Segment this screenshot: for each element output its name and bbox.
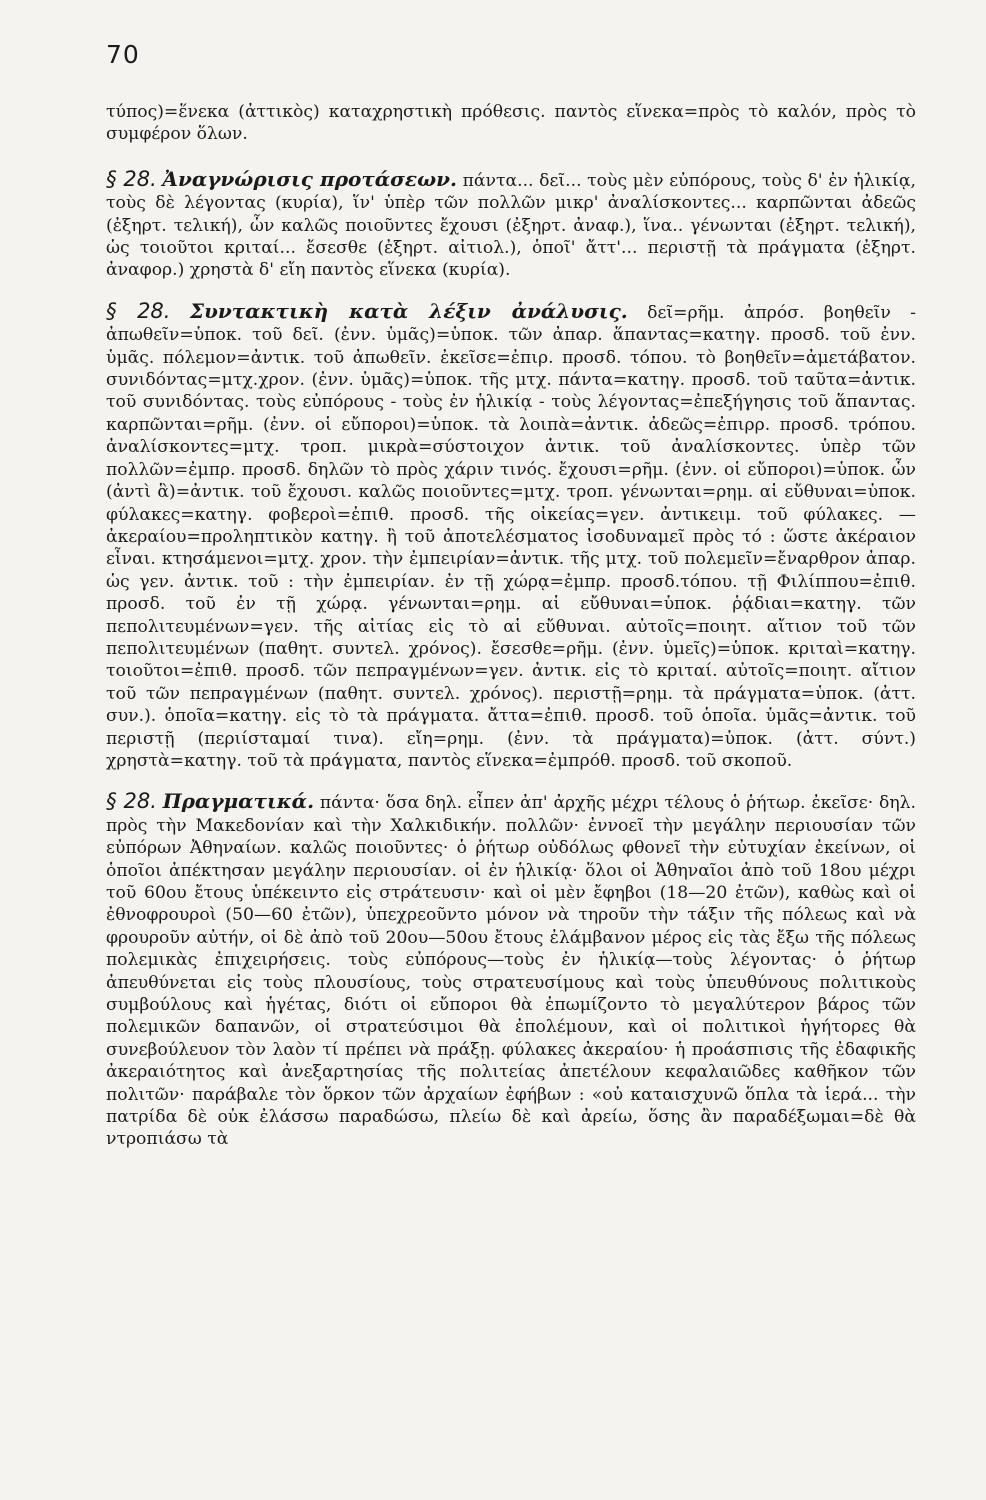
paragraph-continuation	[106, 101, 916, 146]
section-recognition-of-clauses	[106, 168, 916, 282]
section-title: Πραγματικά.	[162, 789, 315, 814]
section-number: § 28.	[106, 298, 171, 323]
section-syntactic-analysis	[106, 300, 916, 773]
page-number: 70	[106, 40, 140, 69]
section-factual-notes	[106, 790, 916, 1151]
section-number: § 28.	[106, 166, 157, 191]
section-number: § 28.	[106, 789, 157, 814]
section-title: Ἀναγνώρισις προτάσεων.	[162, 166, 457, 191]
section-text: πάντα· ὅσα δηλ. εἶπεν ἀπ' ἀρχῆς μέχρι τέλους ὁ ῥήτωρ. ἐκεῖσε· δηλ. πρὸς τὴν Μακεδονίαν καὶ τὴν Χαλκιδικήν. πολλῶν· ἐννοεῖ τὴν μεγάλην περιουσίαν τῶν εὐπόρων Ἀθηναίων. καλῶς ποιοῦντες· ὁ ῥήτωρ οὐδόλως φθονεῖ τὴν εὐτυχίαν ἐκείνων, οἱ ὁποῖοι ἀπέκτησαν μεγάλην περιουσίαν. οἱ ἐν ἡλικίᾳ· ὅλοι οἱ Ἀθηναῖοι ἀπὸ τοῦ 18ου μέχρι τοῦ 60ου ἔτους ὑπέκειντο εἰς στράτευσιν· καὶ οἱ μὲν ἔφηβοι (18—20 ἐτῶν), καθὼς καὶ οἱ ἐθνοφρουροὶ (50—60 ἐτῶν), ὑπεχρεοῦντο μόνον νὰ τηροῦν τὴν τάξιν τῆς πόλεως καὶ νὰ φρουροῦν αὐτήν, οἱ δὲ ἀπὸ τοῦ 20ου—50ου ἔτους ἐλάμβανον μέρος εἰς τὰς ἔξω τῆς πόλεως πολεμικὰς ἐπιχειρήσεις. τοὺς εὐπόρους—τοὺς ἐν ἡλικίᾳ—τοὺς λέγοντας· ὁ ῥήτωρ ἀπευθύνεται εἰς τοὺς πλουσίους, τοὺς στρατευσίμους καὶ τοὺς ὑπευθύνους πολιτικοὺς συμβούλους καὶ ἡγέτας, διότι οἱ εὔποροι θὰ ἐπωμίζοντο τὸ μεγαλύτερον βάρος τῶν πολεμικῶν δαπανῶν, οἱ στρατεύσιμοι θὰ ἐπολέμουν, καὶ οἱ πολιτικοὶ ἡγήτορες θὰ συνεβούλευον τὸν λαὸν τί πρέπει νὰ πράξῃ. φύλακες ἀκεραίου· ἡ προάσπισις τῆς ἐδαφικῆς ἀκεραιότητος καὶ ἀνεξαρτησίας τῆς πολιτείας ἀπετέλουν κεφαλαιῶδες καθῆκον τῶν πολιτῶν· παράβαλε τὸν ὅρκον τῶν ἀρχαίων ἐφήβων : «οὐ καταισχυνῶ ὅπλα τὰ ἱερά... τὴν πατρίδα δὲ οὐκ ἐλάσσω παραδώσω, πλείω δὲ καὶ ἀρείω, ὅσης ἂν παραδέξωμαι=δὲ θὰ ντροπιάσω τὰ	[106, 793, 916, 1150]
section-text: πάντα... δεῖ... τοὺς μὲν εὐπόρους, τοὺς δ' ἐν ἡλικίᾳ, τοὺς δὲ λέγοντας (κυρία), ἵν' ὑπὲρ τῶν πολλῶν μικρ' ἀναλίσκοντες... καρπῶνται ἀδεῶς (ἐξηρτ. τελική), ὧν καλῶς ποιοῦντες ἔχουσι (ἐξηρτ. ἀναφ.), ἵνα.. γένωνται (ἐξηρτ. τελική), ὡς τοιοῦτοι κριταί... ἔσεσθε (ἐξηρτ. αἰτιολ.), ὁποῖ' ἄττ'... περιστῇ τὰ πράγματα (ἐξηρτ. ἀναφορ.) χρηστὰ δ' εἴη παντὸς εἵνεκα (κυρία).	[106, 170, 916, 281]
paragraph-text: τύπος)=ἕνεκα (ἀττικὸς) καταχρηστικὴ πρόθεσις. παντὸς εἵνεκα=πρὸς τὸ καλόν, πρὸς τὸ συμφέρον ὅλων.	[106, 102, 916, 145]
section-title: Συντακτικὴ κατὰ λέξιν ἀνάλυσις.	[189, 298, 628, 323]
section-text: δεῖ=ρῆμ. ἀπρόσ. βοηθεῖν - ἀπωθεῖν=ὑποκ. τοῦ δεῖ. (ἐνν. ὑμᾶς)=ὑποκ. τῶν ἀπαρ. ἅπαντας=κατηγ. προσδ. τοῦ ἐνν. ὑμᾶς. πόλεμον=ἀντικ. τοῦ ἀπωθεῖν. ἐκεῖσε=ἐπιρ. προσδ. τόπου. τὸ βοηθεῖν=ἀμετάβατον. συνιδόντας=μτχ.χρον. (ἐνν. ὑμᾶς)=ὑποκ. τῆς μτχ. πάντα=κατηγ. προσδ. τοῦ ταῦτα=ἀντικ. τοῦ συνιδόντας. τοὺς εὐπόρους - τοὺς ἐν ἡλικίᾳ - τοὺς λέγοντας=ἐπεξήγησις τοῦ ἅπαντας. καρπῶνται=ρῆμ. (ἐνν. οἱ εὔποροι)=ὑποκ. τὰ λοιπὰ=ἀντικ. ἀδεῶς=ἐπιρρ. προσδ. τρόπου. ἀναλίσκοντες=μτχ. τροπ. μικρὰ=σύστοιχον ἀντικ. τοῦ ἀναλίσκοντες. ὑπὲρ τῶν πολλῶν=ἐμπρ. προσδ. δηλῶν τὸ πρὸς χάριν τινός. ἔχουσι=ρῆμ. (ἐνν. οἱ εὔποροι)=ὑποκ. ὧν (ἀντὶ ἃ)=ἀντικ. τοῦ ἔχουσι. καλῶς ποιοῦντες=μτχ. τροπ. γένωνται=ρημ. αἱ εὔθυναι=ὑποκ. φύλακες=κατηγ. φοβεροὶ=ἐπιθ. προσδ. τῆς οἰκείας=γεν. ἀντικειμ. τοῦ φύλακες. — ἀκεραίου=προληπτικὸν κατηγ. ἢ τοῦ ἀποτελέσματος ἰσοδυναμεῖ πρὸς τό : ὥστε ἀκέραιον εἶναι. κτησάμενοι=μτχ. χρον. τὴν ἐμπειρίαν=ἀντικ. τῆς μτχ. τοῦ πολεμεῖν=ἔναρθρον ἀπαρ. ὡς γεν. ἀντικ. τοῦ : τὴν ἐμπειρίαν. ἐν τῇ χώρᾳ=ἐμπρ. προσδ.τόπου. τῇ Φιλίππου=ἐπιθ. προσδ. τοῦ ἐν τῇ χώρᾳ. γένωνται=ρημ. αἱ εὔθυναι=ὑποκ. ῥᾴδιαι=κατηγ. τῶν πεπολιτευμένων=γεν. τῆς αἰτίας εἰς τὸ αἱ εὔθυναι. αὐτοῖς=ποιητ. αἴτιον τοῦ τῶν πεπολιτευμένων (παθητ. συντελ. χρόνος). ἔσεσθε=ρῆμ. (ἐνν. ὑμεῖς)=ὑποκ. κριταὶ=κατηγ. τοιοῦτοι=ἐπιθ. προσδ. τῶν πεπραγμένων=γεν. ἀντικ. εἰς τὸ κριταί. αὐτοῖς=ποιητ. αἴτιον τοῦ τῶν πεπραγμένων (παθητ. συντελ. χρόνος). περιστῇ=ρημ. τὰ πράγματα=ὑποκ. (ἀττ. συν.). ὁποῖα=κατηγ. εἰς τὸ τὰ πράγματα. ἄττα=ἐπιθ. προσδ. τοῦ ὁποῖα. ὑμᾶς=ἀντικ. τοῦ περιστῇ (περιίσταμαί τινα). εἴη=ρημ. (ἐνν. τὰ πράγματα)=ὑποκ. (ἀττ. σύντ.) χρηστὰ=κατηγ. τοῦ τὰ πράγματα, παντὸς εἵνεκα=ἐμπρόθ. προσδ. τοῦ σκοποῦ.	[106, 302, 916, 771]
